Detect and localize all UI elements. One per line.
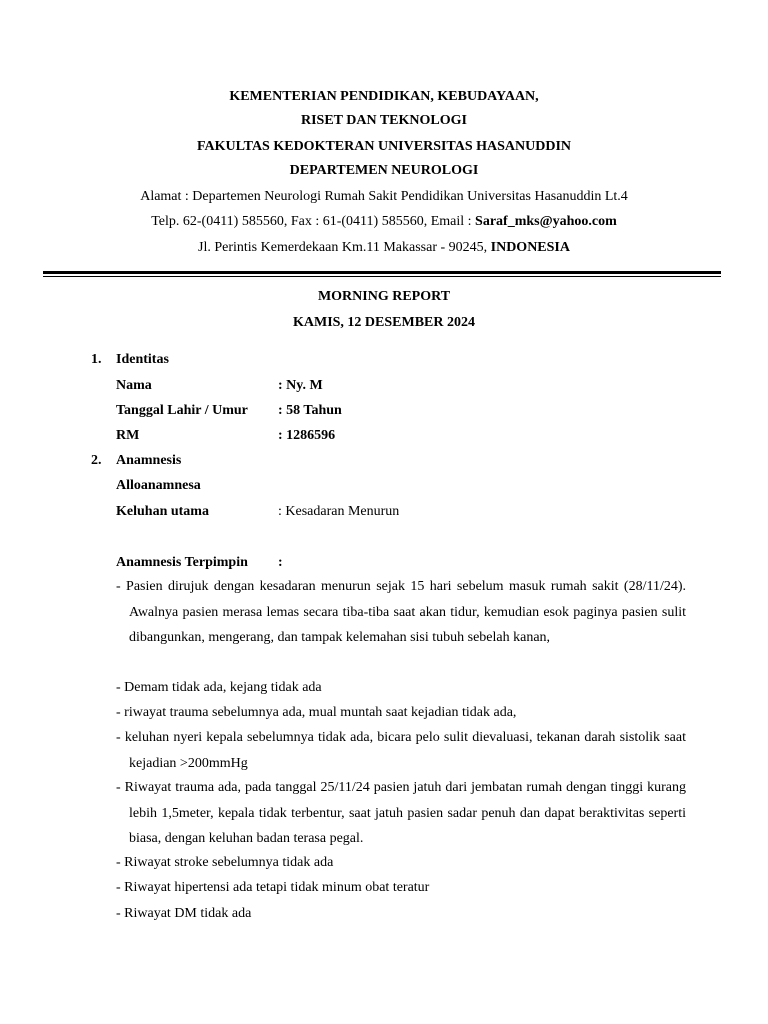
history-item: - Demam tidak ada, kejang tidak ada [116,680,322,695]
history-item: - Riwayat hipertensi ada tetapi tidak minum obat teratur [116,880,430,895]
section-heading-anamnesis: Anamnesis [116,453,182,468]
history-item: - keluhan nyeri kepala sebelumnya tidak ada, bicara pelo sulit dievaluasi, tekanan darah sistolik saat kejadian >200mmHg [116,730,686,771]
history-item: - Riwayat trauma ada, pada tanggal 25/11/24 pasien jatuh dari jembatan rumah dengan tinggi kurang lebih 1,5meter, kepala tidak terbentur, saat jatuh pasien sadar penuh dan dapat beraktivitas seperti biasa, dengan keluhan badan terasa pegal. [116,780,686,846]
section-heading-identitas: Identitas [116,352,169,367]
history-item: - Riwayat DM tidak ada [116,906,252,921]
header-divider-thin [43,276,721,277]
keluhan-utama-value: : Kesadaran Menurun [278,504,400,519]
section-number-anamnesis: 2. [91,453,102,468]
field-label-nama: Nama [116,378,152,393]
field-label-umur: Tanggal Lahir / Umur [116,403,248,418]
department-line: DEPARTEMEN NEUROLOGI [289,163,479,178]
ministry-line-1: KEMENTERIAN PENDIDIKAN, KEBUDAYAAN, [229,89,539,104]
history-item: - Pasien dirujuk dengan kesadaran menurun sejak 15 hari sebelum masuk rumah sakit (28/11/24). Awalnya pasien merasa lemas secara tiba-tiba saat akan tidur, kemudian esok paginya pasien sulit dibangunkan, mengerang, dan tampak kelemahan sisi tubuh sebelah kanan, [116,579,686,645]
report-date: KAMIS, 12 DESEMBER 2024 [292,315,476,330]
street-text: Jl. Perintis Kemerdekaan Km.11 Makassar - 90245, [198,240,491,255]
street-line [0,240,768,256]
address-line: Alamat : Departemen Neurologi Rumah Sakit Pendidikan Universitas Hasanuddin Lt.4 [140,189,628,204]
field-value-nama: : Ny. M [278,378,323,393]
header-divider-thick [43,271,721,274]
anamnesis-type: Alloanamnesa [116,478,201,493]
contact-text: Telp. 62-(0411) 585560, Fax : 61-(0411) 585560, Email : [151,214,476,229]
email-text: Saraf_mks@yahoo.com [475,214,617,229]
anamnesis-terpimpin-label: Anamnesis Terpimpin [116,555,248,570]
report-title: MORNING REPORT [317,289,451,304]
section-number-identitas: 1. [91,352,102,367]
history-item: - Riwayat stroke sebelumnya tidak ada [116,855,334,870]
faculty-line: FAKULTAS KEDOKTERAN UNIVERSITAS HASANUDDIN [196,139,572,154]
keluhan-utama-label: Keluhan utama [116,504,209,519]
ministry-line-2: RISET DAN TEKNOLOGI [301,113,467,128]
contact-line [0,214,768,230]
country-text: INDONESIA [490,240,570,255]
field-label-rm: RM [116,428,140,443]
history-item: - riwayat trauma sebelumnya ada, mual muntah saat kejadian tidak ada, [116,705,517,720]
field-value-umur: : 58 Tahun [278,403,342,418]
anamnesis-terpimpin-colon: : [278,555,283,570]
field-value-rm: : 1286596 [278,428,336,443]
